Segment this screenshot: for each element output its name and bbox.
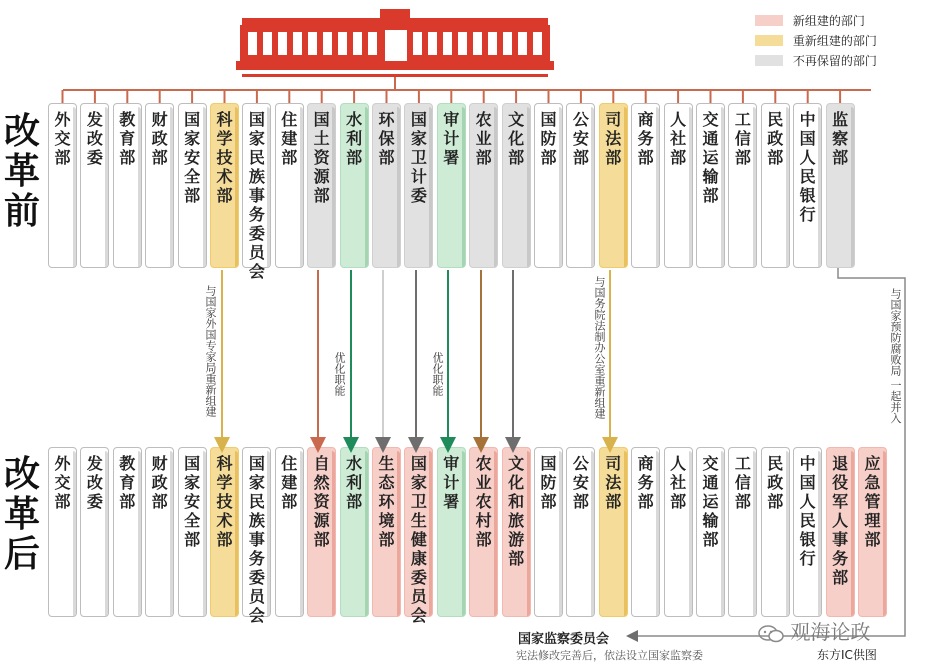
before-ministry-name: 人社部 xyxy=(670,110,687,167)
after-ministry-name: 生态环境部 xyxy=(378,454,395,549)
after-ministry-name: 国家安全部 xyxy=(184,454,201,549)
after-ministry-name: 工信部 xyxy=(734,454,751,511)
before-ministry-name: 国家民族事务委员会 xyxy=(248,110,265,281)
after-ministry-name: 审计署 xyxy=(443,454,460,511)
after-ministry-name: 外交部 xyxy=(54,454,71,511)
before-ministry-name: 国防部 xyxy=(540,110,557,167)
before-ministry-name: 监察部 xyxy=(832,110,849,167)
after-ministry-name: 退役军人事务部 xyxy=(832,454,849,587)
after-ministry-name: 民政部 xyxy=(767,454,784,511)
after-ministry-name: 国家卫生健康委员会 xyxy=(410,454,427,625)
before-ministry-name: 教育部 xyxy=(119,110,136,167)
before-ministry-name: 商务部 xyxy=(637,110,654,167)
before-ministry-name: 交通运输部 xyxy=(702,110,719,205)
before-ministry-name: 住建部 xyxy=(281,110,298,167)
after-ministry-name: 自然资源部 xyxy=(313,454,330,549)
before-ministry-name: 外交部 xyxy=(54,110,71,167)
after-ministry-name: 财政部 xyxy=(151,454,168,511)
supervision-commission-subtitle: 宪法修改完善后，依法设立国家监察委 xyxy=(516,649,703,662)
after-ministry-name: 国防部 xyxy=(540,454,557,511)
wechat-icon xyxy=(758,624,784,644)
before-ministry-name: 国家安全部 xyxy=(184,110,201,205)
note-science: 与国家外国专家局重新组建 xyxy=(204,285,217,417)
after-ministry-name: 文化和旅游部 xyxy=(508,454,525,568)
supervision-commission-title: 国家监察委员会 xyxy=(518,632,610,647)
before-ministry-name: 中国人民银行 xyxy=(799,110,816,224)
legend-label-new: 新组建的部门 xyxy=(792,14,865,28)
after-ministry-name: 交通运输部 xyxy=(702,454,719,549)
after-ministry-name: 水利部 xyxy=(346,454,363,511)
after-ministry-name: 科学技术部 xyxy=(216,454,233,549)
after-ministry-name: 人社部 xyxy=(670,454,687,511)
before-ministry-name: 工信部 xyxy=(734,110,751,167)
note-supervision: 与国家预防腐败局 一起并入 xyxy=(889,288,902,424)
after-ministry-name: 农业农村部 xyxy=(475,454,492,549)
legend-label-abolished: 不再保留的部门 xyxy=(792,54,877,68)
after-ministry-name: 教育部 xyxy=(119,454,136,511)
before-ministry-name: 农业部 xyxy=(475,110,492,167)
before-ministry-name: 水利部 xyxy=(346,110,363,167)
after-ministry-name: 发改委 xyxy=(86,454,103,511)
note-water: 优化职能 xyxy=(333,352,346,396)
before-ministry-name: 科学技术部 xyxy=(216,110,233,205)
before-ministry-name: 文化部 xyxy=(508,110,525,167)
photo-credit: 东方IC供图 xyxy=(817,648,877,662)
before-ministry-name: 财政部 xyxy=(151,110,168,167)
legend-label-rebuilt: 重新组建的部门 xyxy=(792,34,877,48)
after-ministry-name: 住建部 xyxy=(281,454,298,511)
watermark xyxy=(758,616,870,645)
before-ministry-name: 审计署 xyxy=(443,110,460,167)
before-ministry-name: 民政部 xyxy=(767,110,784,167)
before-ministry-name: 环保部 xyxy=(378,110,395,167)
before-ministry-name: 国家卫计委 xyxy=(410,110,427,205)
before-ministry-name: 发改委 xyxy=(86,110,103,167)
note-audit: 优化职能 xyxy=(431,352,444,396)
after-ministry-name: 应急管理部 xyxy=(864,454,881,549)
before-ministry-name: 国土资源部 xyxy=(313,110,330,205)
watermark-text: 观海论政 xyxy=(790,620,871,644)
before-ministry-name: 司法部 xyxy=(605,110,622,167)
after-ministry-name: 商务部 xyxy=(637,454,654,511)
note-justice: 与国务院法制办公室重新组建 xyxy=(593,276,606,419)
after-ministry-name: 中国人民银行 xyxy=(799,454,816,568)
after-ministry-name: 国家民族事务委员会 xyxy=(248,454,265,625)
connector-supervision xyxy=(632,268,905,636)
row-label-after: 改革后 xyxy=(3,454,40,575)
after-ministry-name: 公安部 xyxy=(572,454,589,511)
after-ministry-name: 司法部 xyxy=(605,454,622,511)
row-label-before: 改革前 xyxy=(3,111,40,232)
before-ministry-name: 公安部 xyxy=(572,110,589,167)
